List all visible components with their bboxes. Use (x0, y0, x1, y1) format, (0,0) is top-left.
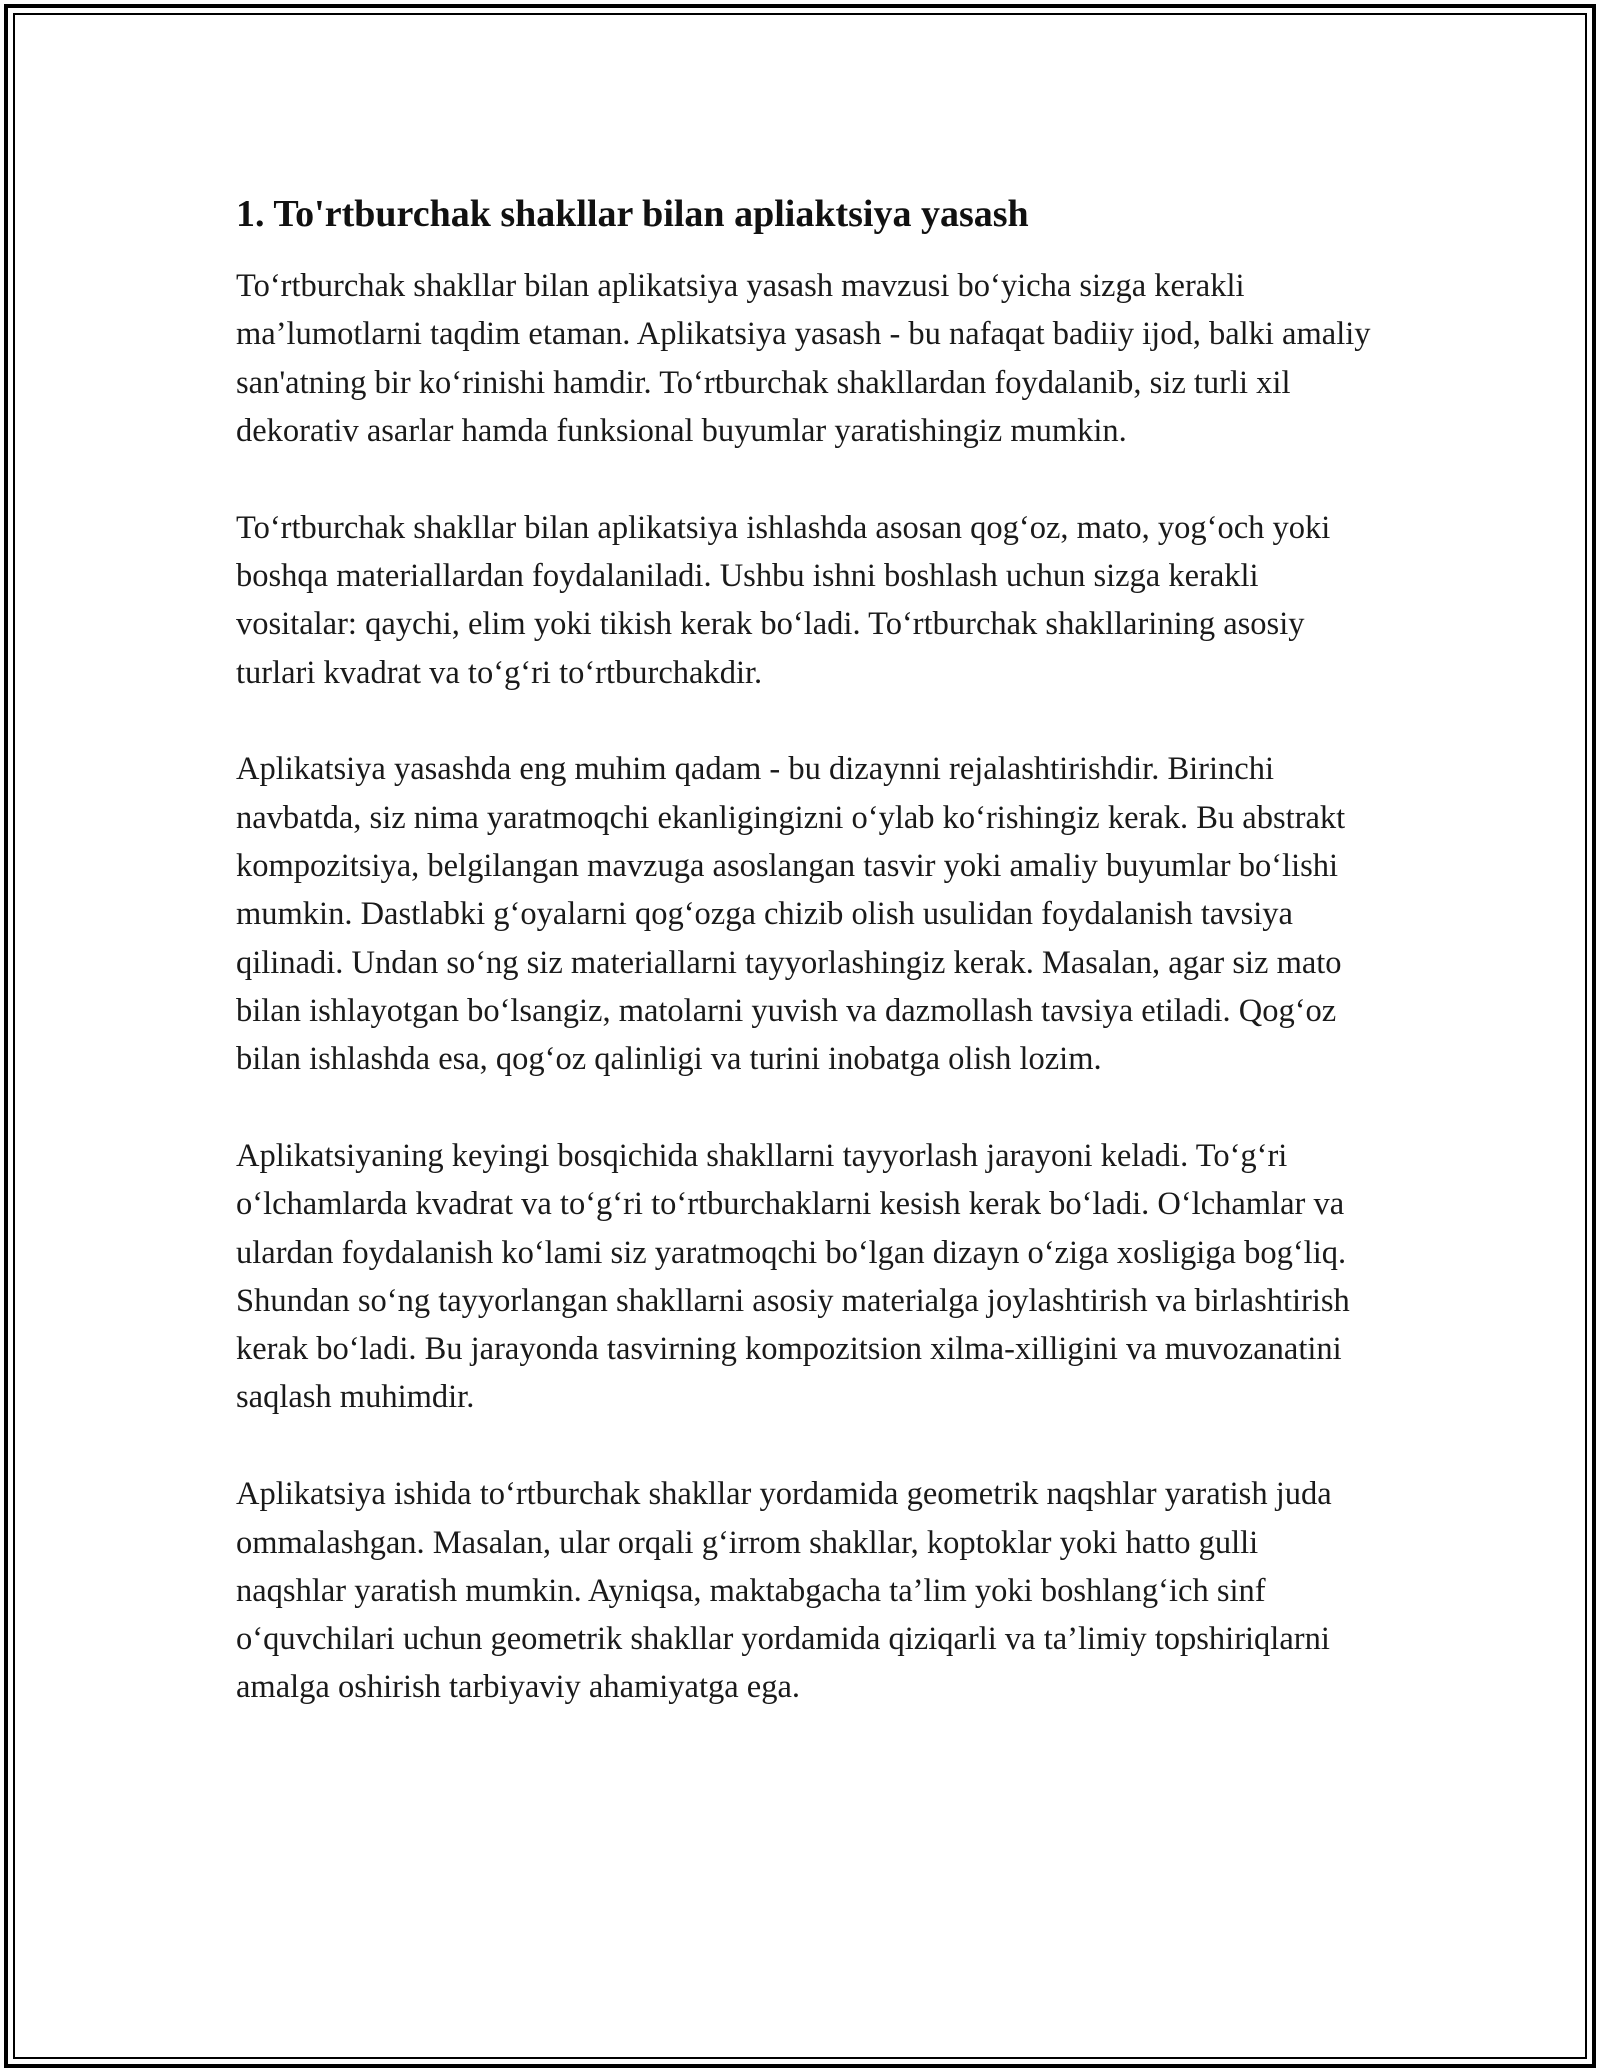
paragraph-1: To‘rtburchak shakllar bilan aplikatsiya yasash mavzusi bo‘yicha sizga kerakli ma’lumotlarni taqdim etaman. Aplikatsiya yasash - bu nafaqat badiiy ijod, balki amaliy san'atning bir ko‘rinishi hamdir. To‘rtburchak shakllardan foydalanib, siz turli xil dekorativ asarlar hamda funksional buyumlar yaratishingiz mumkin. (236, 268, 1371, 449)
paragraph-2: To‘rtburchak shakllar bilan aplikatsiya ishlashda asosan qog‘oz, mato, yog‘och yoki boshqa materiallardan foydalaniladi. Ushbu ishni boshlash uchun sizga kerakli vositalar: qaychi, elim yoki tikish kerak bo‘ladi. To‘rtburchak shakllarining asosiy turlari kvadrat va to‘g‘ri to‘rtburchakdir. (236, 509, 1331, 691)
section-heading: 1. To'rtburchak shakllar bilan apliaktsiya yasash (236, 193, 1029, 235)
paragraph-5: Aplikatsiya ishida to‘rtburchak shakllar yordamida geometrik naqshlar yaratish juda ommalashgan. Masalan, ular orqali g‘irrom shakllar, koptoklar yoki hatto gulli naqshlar yaratish mumkin. Ayniqsa, maktabgacha ta’lim yoki boshlang‘ich sinf o‘quvchilari uchun geometrik shakllar yordamida qiziqarli va ta’limiy topshiriqlarni amalga oshirish tarbiyaviy ahamiyatga ega. (236, 1476, 1332, 1706)
paragraph-4: Aplikatsiyaning keyingi bosqichida shakllarni tayyorlash jarayoni keladi. To‘g‘ri o‘lchamlarda kvadrat va to‘g‘ri to‘rtburchaklarni kesish kerak bo‘ladi. O‘lchamlar va ulardan foydalanish ko‘lami siz yaratmoqchi bo‘lgan dizayn o‘ziga xosligiga bog‘liq. Shundan so‘ng tayyorlangan shakllarni asosiy materialga joylashtirish va birlashtirish kerak bo‘ladi. Bu jarayonda tasvirning kompozitsion xilma-xilligini va muvozanatini saqlash muhimdir. (236, 1137, 1350, 1416)
paragraph-3: Aplikatsiya yasashda eng muhim qadam - bu dizaynni rejalashtirishdir. Birinchi navbatda, siz nima yaratmoqchi ekanligingizni o‘ylab ko‘rishingiz kerak. Bu abstrakt kompozitsiya, belgilangan mavzuga asoslangan tasvir yoki amaliy buyumlar bo‘lishi mumkin. Dastlabki g‘oyalarni qog‘ozga chizib olish usulidan foydalanish tavsiya qilinadi. Undan so‘ng siz materiallarni tayyorlashingiz kerak. Masalan, agar siz mato bilan ishlayotgan bo‘lsangiz, matolarni yuvish va dazmollash tavsiya etiladi. Qog‘oz bilan ishlashda esa, qog‘oz qalinligi va turini inobatga olish lozim. (236, 751, 1346, 1078)
document-body (236, 188, 1376, 1760)
